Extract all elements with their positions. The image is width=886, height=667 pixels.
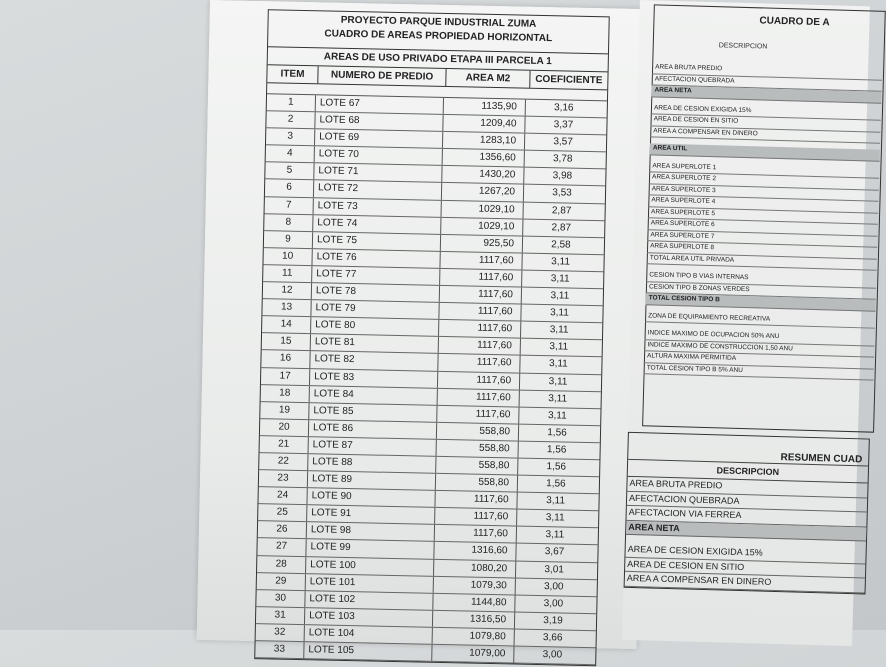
cell-item: 17 (261, 368, 310, 385)
section-title: AREAS DE USO PRIVADO ETAPA III PARCELA 1 (268, 47, 608, 72)
summary-item: AREA UTIL (650, 143, 880, 161)
areas-table (254, 9, 610, 666)
cell-item: 2 (266, 111, 315, 128)
cell-item: 23 (259, 470, 308, 487)
cell-coeficiente: 3,11 (547, 409, 567, 422)
cell-predio: LOTE 72 (314, 181, 442, 200)
cell-item: 8 (264, 214, 313, 231)
cell-area: 1316,60 (434, 542, 516, 560)
cell-item: 7 (265, 197, 314, 214)
cell-item: 13 (262, 299, 311, 316)
cell-predio: LOTE 78 (312, 283, 440, 302)
resumen-item: AREA DE CESION EXIGIDA 15% (625, 543, 865, 564)
cell-item: 24 (258, 487, 307, 504)
resumen-desc-header: DESCRIPCION (628, 459, 868, 484)
summary-item: CESION TIPO B VIAS INTERNAS (646, 270, 876, 288)
cell-coeficiente: 3,00 (543, 597, 564, 610)
col-area: AREA M2 (446, 69, 530, 88)
cell-predio: LOTE 102 (305, 591, 433, 610)
cell-item: 32 (256, 624, 305, 641)
summary-item: ZONA DE EQUIPAMIENTO RECREATIVA (645, 311, 875, 329)
summary-title: CUADRO DE A (759, 15, 830, 29)
cell-area: 1283,10 (443, 132, 525, 150)
cell-area: 925,50 (441, 235, 523, 253)
cell-area: 1430,20 (442, 166, 524, 184)
cell-predio: LOTE 74 (313, 215, 441, 234)
cell-coeficiente: 3,98 (552, 170, 573, 182)
summary-list (644, 62, 883, 380)
cell-coeficiente: 3,00 (542, 649, 563, 661)
cell-predio: LOTE 105 (304, 642, 432, 661)
summary-item: AREA NETA (651, 85, 881, 103)
cell-predio: LOTE 81 (311, 335, 439, 354)
cell-item: 25 (258, 504, 307, 521)
summary-desc-header: DESCRIPCION (718, 42, 768, 51)
cell-coeficiente: 3,00 (543, 580, 564, 593)
cell-area: 1209,40 (443, 115, 525, 133)
cell-predio: LOTE 73 (314, 198, 442, 217)
summary-item: AREA SUPERLOTE 4 (648, 195, 878, 213)
cell-predio: LOTE 69 (315, 129, 443, 148)
cell-predio: LOTE 98 (307, 522, 435, 541)
cell-predio: LOTE 71 (314, 164, 442, 183)
cell-predio: LOTE 67 (316, 95, 444, 114)
cell-item: 5 (265, 163, 314, 180)
cell-item: 18 (261, 385, 310, 402)
cell-area: 1117,60 (439, 303, 521, 321)
cell-coeficiente: 3,11 (548, 375, 568, 388)
summary-item: TOTAL AREA UTIL PRIVADA (647, 253, 877, 271)
resumen-item: AFECTACION VIA FERREA (626, 506, 866, 527)
summary-item: INDICE MAXIMO DE OCUPACION 50% ANU (645, 328, 875, 346)
cell-coeficiente: 1,56 (546, 444, 567, 456)
cell-coeficiente: 3,11 (550, 273, 570, 285)
cell-predio: LOTE 86 (309, 420, 437, 439)
cell-area: 1117,60 (439, 337, 521, 355)
project-title: PROYECTO PARQUE INDUSTRIAL ZUMA (340, 14, 537, 30)
cell-coeficiente: 2,87 (551, 221, 572, 234)
resumen-item: AREA NETA (626, 520, 866, 541)
cell-item: 16 (261, 351, 310, 368)
cell-predio: LOTE 88 (308, 454, 436, 473)
table-body (255, 94, 607, 665)
cell-item: 4 (266, 145, 315, 162)
cell-coeficiente: 3,78 (552, 153, 573, 165)
cell-area: 1356,60 (443, 149, 525, 167)
cell-area: 558,80 (437, 440, 519, 458)
col-item: ITEM (267, 65, 318, 83)
cell-predio: LOTE 103 (305, 608, 433, 627)
cell-area: 1117,60 (437, 406, 519, 424)
summary-item: AREA DE CESION EN SITIO (650, 114, 880, 132)
cell-area: 1029,10 (442, 200, 524, 218)
resumen-item: AFECTACION QUEBRADA (627, 491, 867, 512)
cell-coeficiente: 3,11 (549, 324, 569, 336)
cell-coeficiente: 3,67 (544, 546, 565, 558)
cell-coeficiente: 2,87 (551, 204, 572, 217)
cell-item: 28 (257, 556, 306, 573)
cell-coeficiente: 3,11 (551, 256, 571, 268)
summary-item: TOTAL CESION TIPO B 5% ANU (644, 363, 874, 381)
summary-item: AREA SUPERLOTE 6 (648, 218, 878, 236)
cell-item: 21 (260, 436, 309, 453)
cell-predio: LOTE 68 (315, 112, 443, 131)
cell-predio: LOTE 77 (312, 266, 440, 285)
cell-coeficiente: 1,56 (546, 478, 566, 490)
summary-item: TOTAL CESION TIPO B (645, 293, 875, 311)
cell-area: 1079,80 (433, 628, 515, 646)
cell-area: 1316,50 (433, 611, 515, 629)
cell-item: 3 (266, 128, 315, 145)
cell-item: 12 (263, 282, 312, 299)
cell-area: 1029,10 (441, 218, 523, 236)
resumen-item: AREA BRUTA PREDIO (627, 477, 867, 498)
cell-area: 1117,60 (435, 508, 517, 526)
cell-coeficiente: 3,37 (553, 119, 574, 131)
summary-item: AREA SUPERLOTE 7 (647, 230, 877, 248)
cell-predio: LOTE 80 (311, 317, 439, 336)
cell-predio: LOTE 83 (310, 369, 438, 388)
cell-coeficiente: 3,11 (550, 290, 570, 302)
cell-predio: LOTE 70 (315, 147, 443, 166)
cell-predio: LOTE 84 (310, 386, 438, 405)
cell-area: 1117,60 (439, 320, 521, 338)
cell-area: 1117,60 (438, 354, 520, 372)
cell-coeficiente: 3,57 (553, 136, 573, 148)
summary-item: AREA DE CESION EXIGIDA 15% (651, 103, 881, 121)
cell-area: 1080,20 (434, 559, 516, 577)
cell-predio: LOTE 90 (307, 488, 435, 507)
col-coeficiente: COEFICIENTE (535, 73, 603, 87)
cell-area: 1117,60 (440, 269, 522, 287)
cell-predio: LOTE 101 (306, 574, 434, 593)
cell-item: 10 (263, 248, 312, 265)
cell-predio: LOTE 85 (309, 403, 437, 422)
cell-area: 1117,60 (435, 525, 517, 543)
cell-predio: LOTE 100 (306, 557, 434, 576)
resumen-box (624, 432, 870, 594)
cell-item: 15 (262, 333, 311, 350)
cell-item: 26 (258, 521, 307, 538)
resumen-item: AREA A COMPENSAR EN DINERO (625, 572, 865, 593)
cell-coeficiente: 3,66 (542, 632, 563, 644)
cell-area: 1079,00 (432, 645, 514, 663)
summary-item: AREA SUPERLOTE 1 (649, 161, 879, 179)
cell-area: 1135,90 (444, 98, 526, 116)
second-sheet (622, 0, 870, 646)
summary-item: AREA BRUTA PREDIO (652, 62, 882, 80)
cell-coeficiente: 3,16 (553, 102, 574, 114)
cell-predio: LOTE 104 (305, 625, 433, 644)
resumen-item: AREA DE CESION EN SITIO (625, 557, 865, 578)
cell-predio: LOTE 75 (313, 232, 441, 251)
cell-coeficiente: 3,11 (545, 512, 565, 524)
cell-item: 1 (267, 94, 316, 111)
cell-coeficiente: 3,11 (548, 392, 568, 405)
cell-predio: LOTE 76 (312, 249, 440, 268)
document-sheet (197, 0, 650, 661)
cell-coeficiente: 2,58 (551, 238, 571, 251)
resumen-list (625, 477, 868, 593)
cell-area: 558,80 (436, 474, 518, 492)
cell-coeficiente: 3,19 (543, 614, 563, 627)
cell-item: 29 (257, 573, 306, 590)
summary-item: AREA SUPERLOTE 8 (647, 241, 877, 259)
cell-coeficiente: 1,56 (547, 426, 567, 439)
cell-predio: LOTE 99 (306, 540, 434, 559)
cell-coeficiente: 3,11 (549, 341, 569, 353)
cell-item: 20 (260, 419, 309, 436)
cell-area: 1117,60 (440, 252, 522, 270)
cell-coeficiente: 1,56 (546, 461, 567, 473)
cell-item: 33 (255, 641, 304, 658)
summary-item: ALTURA MAXIMA PERMITIDA (644, 351, 874, 369)
cell-area: 1079,30 (434, 576, 516, 594)
cell-coeficiente: 3,01 (544, 563, 564, 576)
cell-item: 19 (260, 402, 309, 419)
summary-item: AREA SUPERLOTE 3 (649, 184, 879, 202)
cell-area: 558,80 (436, 457, 518, 475)
cell-area: 1117,60 (440, 286, 522, 304)
cell-area: 558,80 (437, 423, 519, 441)
table-title: CUADRO DE AREAS PROPIEDAD HORIZONTAL (324, 28, 553, 45)
cell-predio: LOTE 89 (308, 471, 436, 490)
cell-item: 11 (263, 265, 312, 282)
cell-item: 27 (257, 539, 306, 556)
col-predio: NUMERO DE PREDIO (318, 66, 446, 86)
cell-area: 1267,20 (442, 183, 524, 201)
summary-item: AREA SUPERLOTE 2 (649, 172, 879, 190)
cell-predio: LOTE 79 (311, 300, 439, 319)
summary-item: AREA SUPERLOTE 5 (648, 207, 878, 225)
summary-item: CESION TIPO B ZONAS VERDES (646, 282, 876, 300)
cell-item: 14 (262, 316, 311, 333)
cell-item: 31 (256, 607, 305, 624)
cell-area: 1117,60 (438, 371, 520, 389)
cell-area: 1117,60 (435, 491, 517, 509)
cell-coeficiente: 3,11 (546, 495, 566, 507)
cell-area: 1144,80 (433, 594, 515, 612)
cell-item: 22 (259, 453, 308, 470)
summary-item: AREA A COMPENSAR EN DINERO (650, 126, 880, 144)
cell-item: 6 (265, 180, 314, 197)
cell-predio: LOTE 91 (307, 505, 435, 524)
cell-coeficiente: 3,11 (550, 307, 569, 319)
cell-item: 30 (256, 590, 305, 607)
cell-item: 9 (264, 231, 313, 248)
summary-item: AFECTACION QUEBRADA (652, 74, 882, 92)
summary-item: INDICE MAXIMO DE CONSTRUCCION 1,50 ANU (644, 340, 874, 358)
cell-area: 1117,60 (438, 388, 520, 406)
cell-coeficiente: 3,11 (548, 358, 568, 370)
cell-coeficiente: 3,53 (552, 187, 572, 200)
cell-coeficiente: 3,11 (545, 529, 565, 541)
cell-predio: LOTE 87 (309, 437, 437, 456)
cell-predio: LOTE 82 (310, 352, 438, 371)
resumen-title: RESUMEN CUAD (780, 452, 863, 466)
